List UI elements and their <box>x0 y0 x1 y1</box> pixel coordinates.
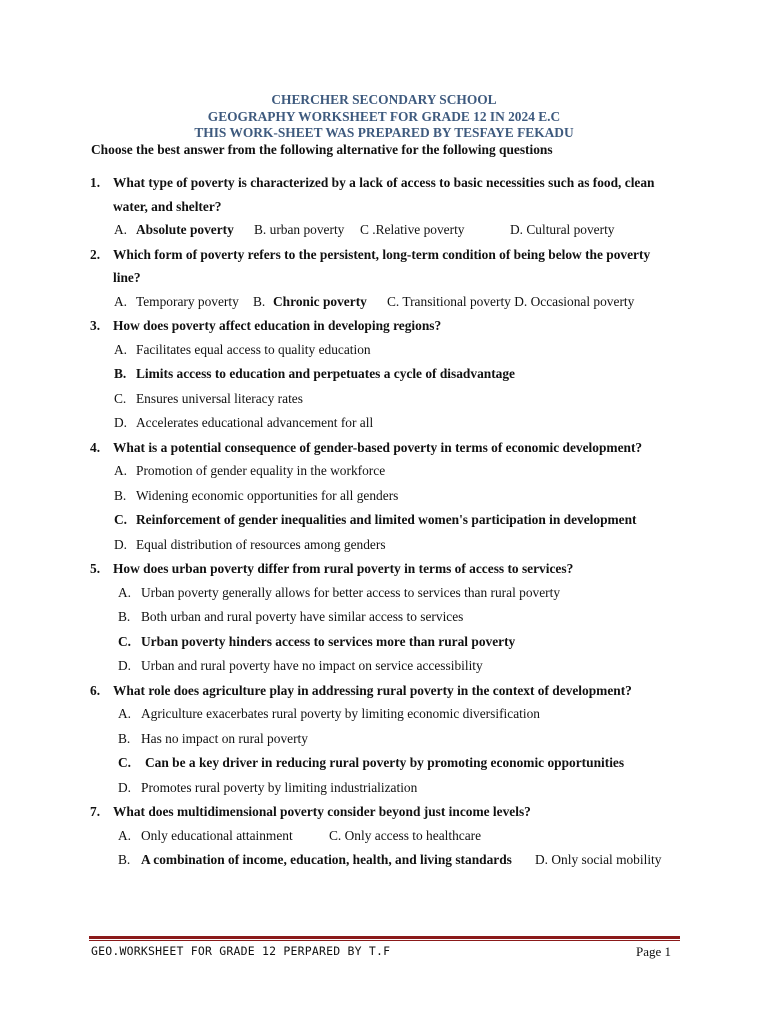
option-a: Only educational attainment <box>141 827 293 843</box>
question-text: 3. How does poverty affect education in developing regions? <box>0 314 683 338</box>
option-d: D. Equal distribution of resources among genders <box>114 536 386 552</box>
instruction-text: Choose the best answer from the following alternative for the following questions <box>91 142 553 157</box>
option-a: A. Facilitates equal access to quality education <box>114 341 371 357</box>
option-a: Temporary poverty <box>136 293 239 309</box>
question-2 <box>0 243 768 315</box>
option-d: D. Urban and rural poverty have no impact on service accessibility <box>118 658 483 673</box>
option-c-d: C. Transitional poverty D. Occasional poverty <box>387 293 635 309</box>
option-b: B. Both urban and rural poverty have similar access to services <box>118 609 464 624</box>
question-text: 7. What does multidimensional poverty consider beyond just income levels? <box>0 800 683 824</box>
question-number: 2. <box>90 246 101 262</box>
header <box>0 92 768 142</box>
option-b-answer: Chronic poverty <box>273 293 367 309</box>
footer-label: GEO.WORKSHEET FOR GRADE 12 PERPARED BY T.F <box>91 944 391 958</box>
option-c: C. Only access to healthcare <box>329 827 482 843</box>
question-3 <box>0 314 768 436</box>
question-number: 4. <box>90 439 101 455</box>
footer-rule <box>89 936 680 939</box>
question-text: 6. What role does agriculture play in addressing rural poverty in the context of development? <box>0 679 683 703</box>
option-d: D. Only social mobility <box>535 852 662 867</box>
question-1 <box>0 171 768 243</box>
option-c-answer: C. Reinforcement of gender inequalities and limited women's participation in development <box>114 512 637 527</box>
option-letter: B. <box>118 852 131 867</box>
question-text: 1. What type of poverty is characterized by a lack of access to basic necessities such as food, clean water, and shelter? <box>0 171 683 218</box>
option-d: D. Cultural poverty <box>510 222 615 237</box>
question-6 <box>0 679 768 801</box>
question-4 <box>0 436 768 558</box>
option-a: A. Promotion of gender equality in the workforce <box>114 463 386 478</box>
footer-rule-thin <box>89 940 680 941</box>
school-name: CHERCHER SECONDARY SCHOOL <box>271 92 497 107</box>
option-row <box>0 290 768 315</box>
option-b: B. urban poverty <box>254 222 345 237</box>
option-a: A. Agriculture exacerbates rural poverty by limiting economic diversification <box>118 706 540 721</box>
option-d: D. Accelerates educational advancement for all <box>114 415 374 430</box>
question-5 <box>0 557 768 679</box>
option-d: D. Promotes rural poverty by limiting industrialization <box>118 779 418 795</box>
question-number: 5. <box>90 561 101 576</box>
question-text: 5. How does urban poverty differ from rural poverty in terms of access to services? <box>0 557 683 581</box>
question-text: 4. What is a potential consequence of gender-based poverty in terms of economic development? <box>0 436 683 460</box>
option-c-answer: C. Urban poverty hinders access to services more than rural poverty <box>118 633 516 649</box>
worksheet-title: GEOGRAPHY WORKSHEET FOR GRADE 12 IN 2024 E.C <box>207 108 561 124</box>
question-number: 7. <box>90 804 101 819</box>
option-a-answer: Absolute poverty <box>136 222 234 237</box>
question-number: 6. <box>90 682 101 698</box>
option-letter: A. <box>114 293 128 309</box>
option-c-answer: C. Can be a key driver in reducing rural poverty by promoting economic opportunities <box>118 755 625 770</box>
option-row <box>0 848 768 873</box>
option-b: B. Widening economic opportunities for all genders <box>114 487 399 503</box>
option-b-answer: A combination of income, education, health, and living standards <box>141 852 512 867</box>
option-c: C. Ensures universal literacy rates <box>114 390 303 406</box>
page-number: Page 1 <box>636 944 672 959</box>
option-a: A. Urban poverty generally allows for better access to services than rural poverty <box>118 584 561 600</box>
question-number: 1. <box>90 175 101 190</box>
question-number: 3. <box>90 318 101 333</box>
preparer-line: THIS WORK-SHEET WAS PREPARED BY TESFAYE FEKADU <box>194 125 574 140</box>
option-letter: A. <box>114 222 128 237</box>
option-c: C .Relative poverty <box>360 222 465 237</box>
option-row <box>0 218 768 243</box>
question-text: 2. Which form of poverty refers to the persistent, long-term condition of being below the poverty line? <box>0 243 683 290</box>
option-b: B. Has no impact on rural poverty <box>118 730 308 746</box>
option-b-answer: B. Limits access to education and perpetuates a cycle of disadvantage <box>114 366 516 381</box>
option-letter: B. <box>253 293 266 309</box>
option-row <box>0 824 768 849</box>
option-letter: A. <box>118 827 132 843</box>
question-7 <box>0 800 768 873</box>
question-list <box>0 171 768 873</box>
